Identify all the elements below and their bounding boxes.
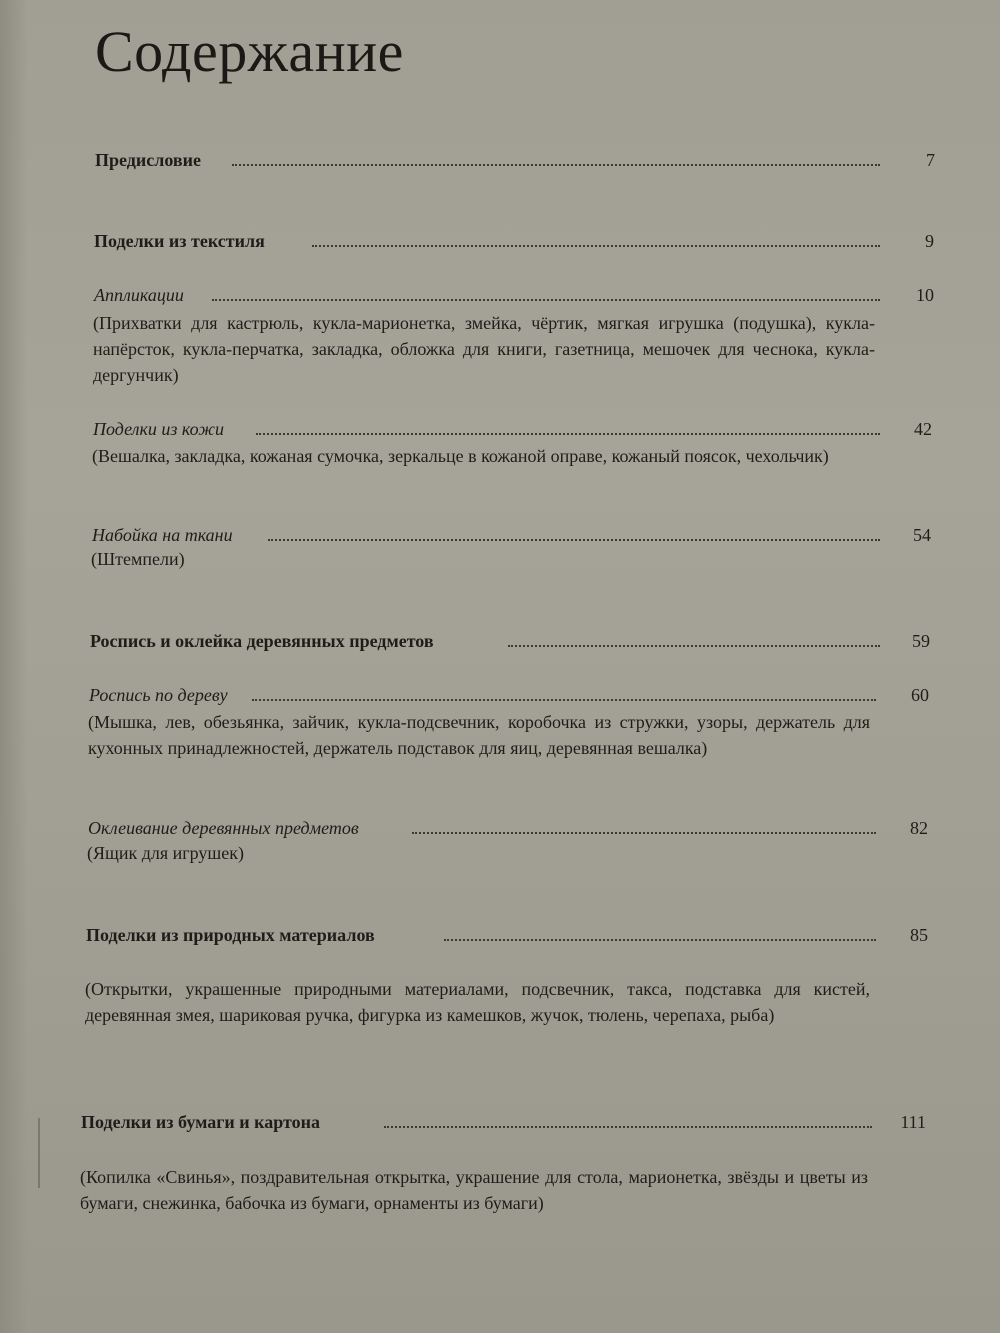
toc-entry-label: Набойка на ткани — [92, 525, 233, 545]
toc-entry-label: Поделки из текстиля — [94, 231, 265, 251]
toc-page-number: 7 — [926, 150, 935, 170]
toc-entry-wood-gluing — [0, 814, 940, 842]
toc-leader-dots — [508, 619, 880, 647]
toc-entry-label: Поделки из природных материалов — [86, 925, 375, 945]
toc-leader-dots — [444, 913, 876, 941]
toc-leader-dots — [268, 513, 880, 541]
page-title: Содержание — [95, 19, 404, 84]
toc-page-number: 9 — [925, 231, 934, 251]
toc-page-number: 60 — [911, 685, 929, 705]
toc-entry-wood — [0, 627, 940, 655]
toc-entry-label: Роспись и оклейка деревянных предметов — [90, 631, 434, 651]
toc-leader-dots — [232, 138, 880, 166]
toc-page-number: 10 — [916, 285, 934, 305]
toc-entry-applique — [0, 281, 940, 309]
toc-entry-description: (Копилка «Свинья», поздравительная открытка, украшение для стола, марионетка, звёзды и цветы из бумаги, снежинка, бабочка из бумаги, орнаменты из бумаги) — [80, 1167, 868, 1213]
toc-leader-dots — [256, 407, 880, 435]
toc-leader-dots — [412, 806, 876, 834]
toc-page-number: 42 — [914, 419, 932, 439]
toc-entry-paper — [0, 1108, 940, 1136]
toc-page-number: 54 — [913, 525, 931, 545]
toc-entry-preface — [0, 146, 940, 174]
toc-page-number: 59 — [912, 631, 930, 651]
toc-page-number: 111 — [900, 1112, 926, 1132]
toc-page-number: 85 — [910, 925, 928, 945]
toc-entry-leather — [0, 415, 940, 443]
toc-entry-description: (Штемпели) — [91, 549, 185, 569]
toc-leader-dots — [252, 673, 876, 701]
toc-leader-dots — [384, 1100, 872, 1128]
toc-entry-description: (Вешалка, закладка, кожаная сумочка, зеркальце в кожаной оправе, кожаный поясок, чехольчик) — [92, 446, 829, 466]
toc-page-number: 82 — [910, 818, 928, 838]
toc-entry-label: Оклеивание деревянных предметов — [88, 818, 359, 838]
toc-entry-description: (Открытки, украшенные природными материалами, подсвечник, такса, подставка для кистей, деревянная змея, шариковая ручка, фигурка из камешков, жучок, тюлень, черепаха, рыба) — [85, 979, 870, 1025]
toc-entry-description: (Прихватки для кастрюль, кукла-марионетка, змейка, чёртик, мягкая игрушка (подушка), кукла-напёрсток, кукла-перчатка, закладка, обложка для книги, газетница, мешочек для чеснока, кукла-дергунчик) — [93, 313, 875, 385]
toc-entry-label: Поделки из бумаги и картона — [81, 1112, 321, 1132]
toc-entry-fabric-print — [0, 521, 940, 549]
toc-entry-label: Поделки из кожи — [93, 419, 224, 439]
toc-leader-dots — [312, 219, 880, 247]
toc-entry-wood-painting — [0, 681, 940, 709]
toc-entry-description: (Мышка, лев, обезьянка, зайчик, кукла-подсвечник, коробочка из стружки, узоры, держатель для кухонных принадлежностей, держатель подставок для яиц, деревянная вешалка) — [88, 712, 870, 758]
toc-entry-label: Аппликации — [94, 285, 184, 305]
toc-entry-label: Предисловие — [95, 150, 201, 170]
toc-entry-label: Роспись по дереву — [89, 685, 228, 705]
toc-entry-description: (Ящик для игрушек) — [87, 843, 245, 863]
toc-leader-dots — [212, 273, 880, 301]
toc-entry-natural — [0, 921, 940, 949]
toc-entry-textile — [0, 227, 940, 255]
